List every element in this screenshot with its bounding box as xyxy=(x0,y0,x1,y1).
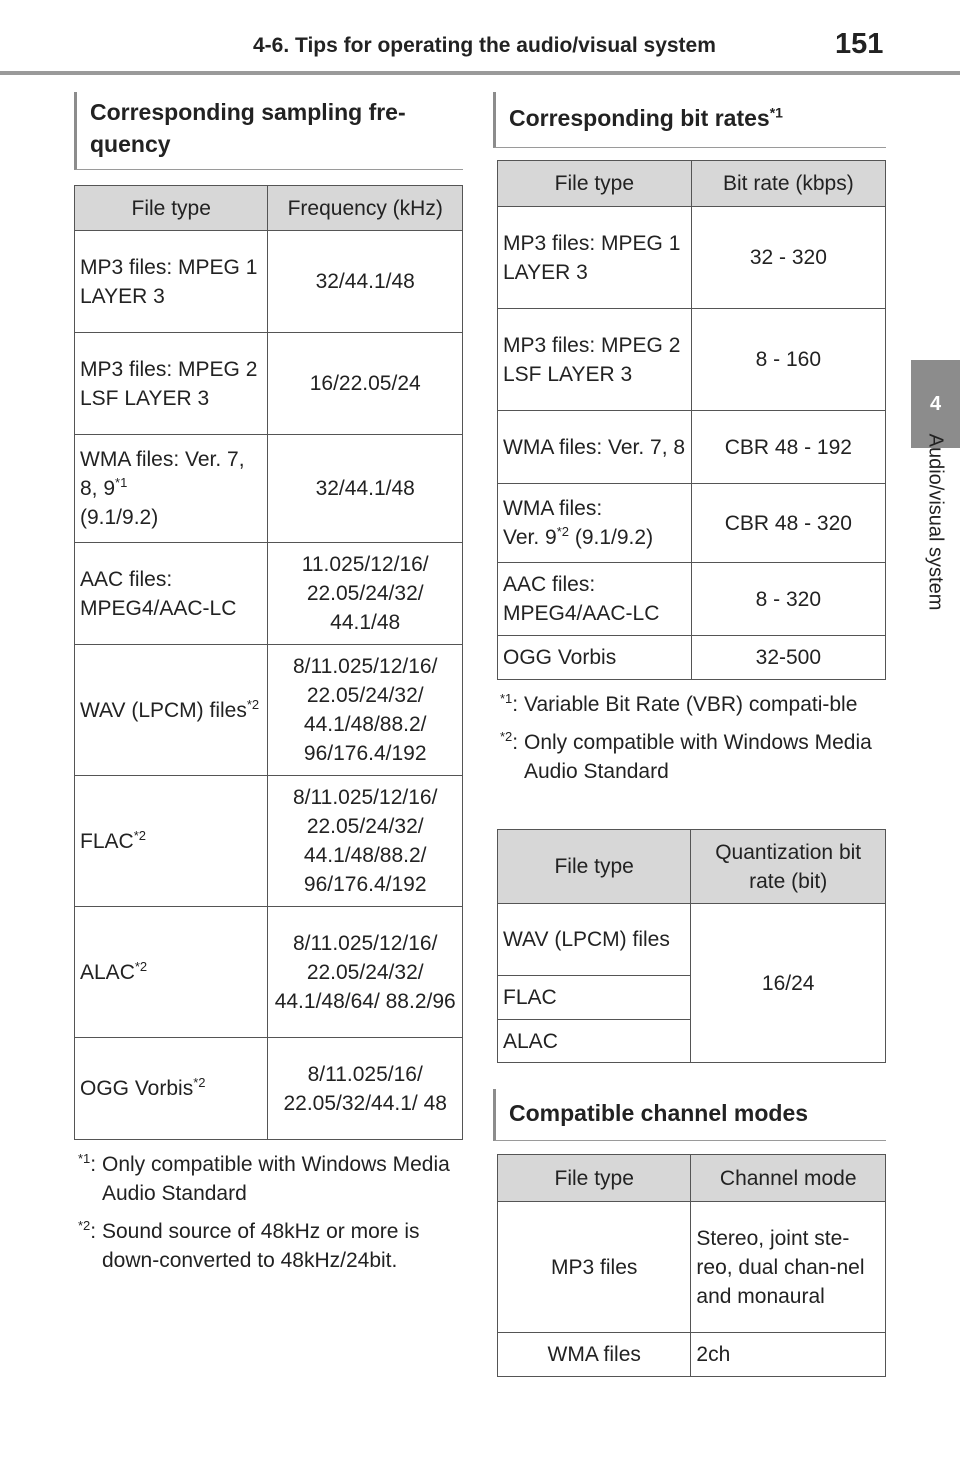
file-type-cell: MP3 files: MPEG 1 LAYER 3 xyxy=(498,207,692,309)
page-number: 151 xyxy=(835,28,884,60)
table-row xyxy=(75,231,463,333)
footnote: $^{*2}$: Only compatible with Windows Media Audio Standard xyxy=(500,729,872,783)
frequency-cell: 8/11.025/12/16/ 22.05/24/32/ 44.1/48/64/ 88.2/96 xyxy=(268,907,463,1038)
footnote-ref: *2 xyxy=(556,524,570,539)
file-type-cell: MP3 files: MPEG 2 LSF LAYER 3 xyxy=(498,309,692,411)
footnote: $^{*2}$: Sound source of 48kHz or more is down-converted to 48kHz/24bit. xyxy=(78,1218,420,1272)
bit-rate-cell: CBR 48 - 320 xyxy=(691,484,885,563)
bit-rate-cell: 8 - 320 xyxy=(691,563,885,636)
col-header-quantization: Quantization bit rate (bit) xyxy=(691,830,886,904)
page-header xyxy=(0,0,960,76)
file-type-cell: MP3 files: MPEG 1 LAYER 3 xyxy=(75,231,268,333)
frequency-cell: 8/11.025/16/ 22.05/32/44.1/ 48 xyxy=(268,1038,463,1140)
col-header-file-type: File type xyxy=(498,161,692,207)
footnote-ref: *2 xyxy=(193,1075,206,1090)
file-type-cell: AAC files: MPEG4/AAC-LC xyxy=(498,563,692,636)
footnote-ref: *1 xyxy=(115,475,128,490)
frequency-cell: 16/22.05/24 xyxy=(268,333,463,435)
frequency-cell: 32/44.1/48 xyxy=(268,231,463,333)
col-header-file-type: File type xyxy=(498,830,691,904)
table-row xyxy=(498,411,886,484)
file-type-cell: FLAC$^{*2}$ xyxy=(75,776,268,907)
footnote-ref: *2 xyxy=(133,827,146,843)
col-header-file-type: File type xyxy=(498,1155,691,1202)
table-row xyxy=(498,1202,886,1333)
channel-mode-cell: Stereo, joint ste-reo, dual chan-nel and monaural xyxy=(691,1202,886,1333)
file-type-cell: ALAC$^{*2}$ xyxy=(75,907,268,1038)
bit-rate-cell: 8 - 160 xyxy=(691,309,885,411)
table-row xyxy=(75,907,463,1038)
footnote-ref: *2 xyxy=(246,696,260,712)
file-type-cell: OGG Vorbis xyxy=(498,636,692,680)
file-type-cell: WAV (LPCM) files xyxy=(498,904,691,976)
sampling-table xyxy=(74,185,463,1140)
table-row xyxy=(498,309,886,411)
table-row xyxy=(498,563,886,636)
section-title: 4-6. Tips for operating the audio/visual system xyxy=(253,34,716,57)
table-row xyxy=(498,484,886,563)
bit-rate-cell: 32-500 xyxy=(691,636,885,680)
frequency-cell: 8/11.025/12/16/ 22.05/24/32/ 44.1/48/88.2/ 96/176.4/192 xyxy=(268,776,463,907)
frequency-cell: 8/11.025/12/16/ 22.05/24/32/ 44.1/48/88.2/ 96/176.4/192 xyxy=(268,645,463,776)
channels-heading: Compatible channel modes xyxy=(493,1089,886,1141)
quantization-cell: 16/24 xyxy=(691,904,886,1063)
file-type-cell: OGG Vorbis$^{*2}$ xyxy=(75,1038,268,1140)
frequency-cell: 11.025/12/16/ 22.05/24/32/ 44.1/48 xyxy=(268,543,463,645)
bitrates-heading: Corresponding bit rates$^{*1}$ xyxy=(493,92,886,148)
table-row xyxy=(75,1038,463,1140)
channels-table xyxy=(497,1154,886,1377)
bit-rate-cell: CBR 48 - 192 xyxy=(691,411,885,484)
channel-mode-cell: 2ch xyxy=(691,1333,886,1377)
table-row xyxy=(75,435,463,543)
file-type-cell: WMA files: Ver. 9$^{*2}$ (9.1/9.2) xyxy=(498,484,692,563)
file-type-cell: FLAC xyxy=(498,976,691,1020)
file-type-cell: MP3 files: MPEG 2 LSF LAYER 3 xyxy=(75,333,268,435)
table-row xyxy=(498,1333,886,1377)
header-rule xyxy=(0,71,960,75)
col-header-file-type: File type xyxy=(75,186,268,231)
col-header-frequency: Frequency (kHz) xyxy=(268,186,463,231)
table-row xyxy=(75,645,463,776)
bitrates-notes xyxy=(500,690,886,795)
sampling-notes xyxy=(78,1150,463,1284)
bit-rate-cell: 32 - 320 xyxy=(691,207,885,309)
chapter-number: 4 xyxy=(929,392,942,415)
file-type-cell: WMA files: Ver. 7, 8, 9$^{*1}$ (9.1/9.2) xyxy=(75,435,268,543)
file-type-cell: ALAC xyxy=(498,1020,691,1063)
file-type-cell: WMA files xyxy=(498,1333,691,1377)
frequency-cell: 32/44.1/48 xyxy=(268,435,463,543)
table-row xyxy=(498,904,886,976)
sampling-heading: Corresponding sampling fre-quency xyxy=(74,92,463,170)
table-row xyxy=(75,776,463,907)
footnote: $^{*1}$: Variable Bit Rate (VBR) compati-ble xyxy=(500,691,858,716)
quantization-table xyxy=(497,829,886,1063)
table-row xyxy=(75,543,463,645)
col-header-channel-mode: Channel mode xyxy=(691,1155,886,1202)
file-type-cell: WAV (LPCM) files$^{*2}$ xyxy=(75,645,268,776)
col-header-bit-rate: Bit rate (kbps) xyxy=(691,161,885,207)
footnote-ref: *1 xyxy=(769,104,783,121)
table-row xyxy=(498,636,886,680)
table-row xyxy=(75,333,463,435)
file-type-cell: WMA files: Ver. 7, 8 xyxy=(498,411,692,484)
file-type-cell: MP3 files xyxy=(498,1202,691,1333)
bitrates-table xyxy=(497,160,886,680)
table-row xyxy=(498,207,886,309)
footnote-ref: *2 xyxy=(134,958,148,974)
file-type-cell: AAC files: MPEG4/AAC-LC xyxy=(75,543,268,645)
footnote: $^{*1}$: Only compatible with Windows Media Audio Standard xyxy=(78,1151,450,1205)
